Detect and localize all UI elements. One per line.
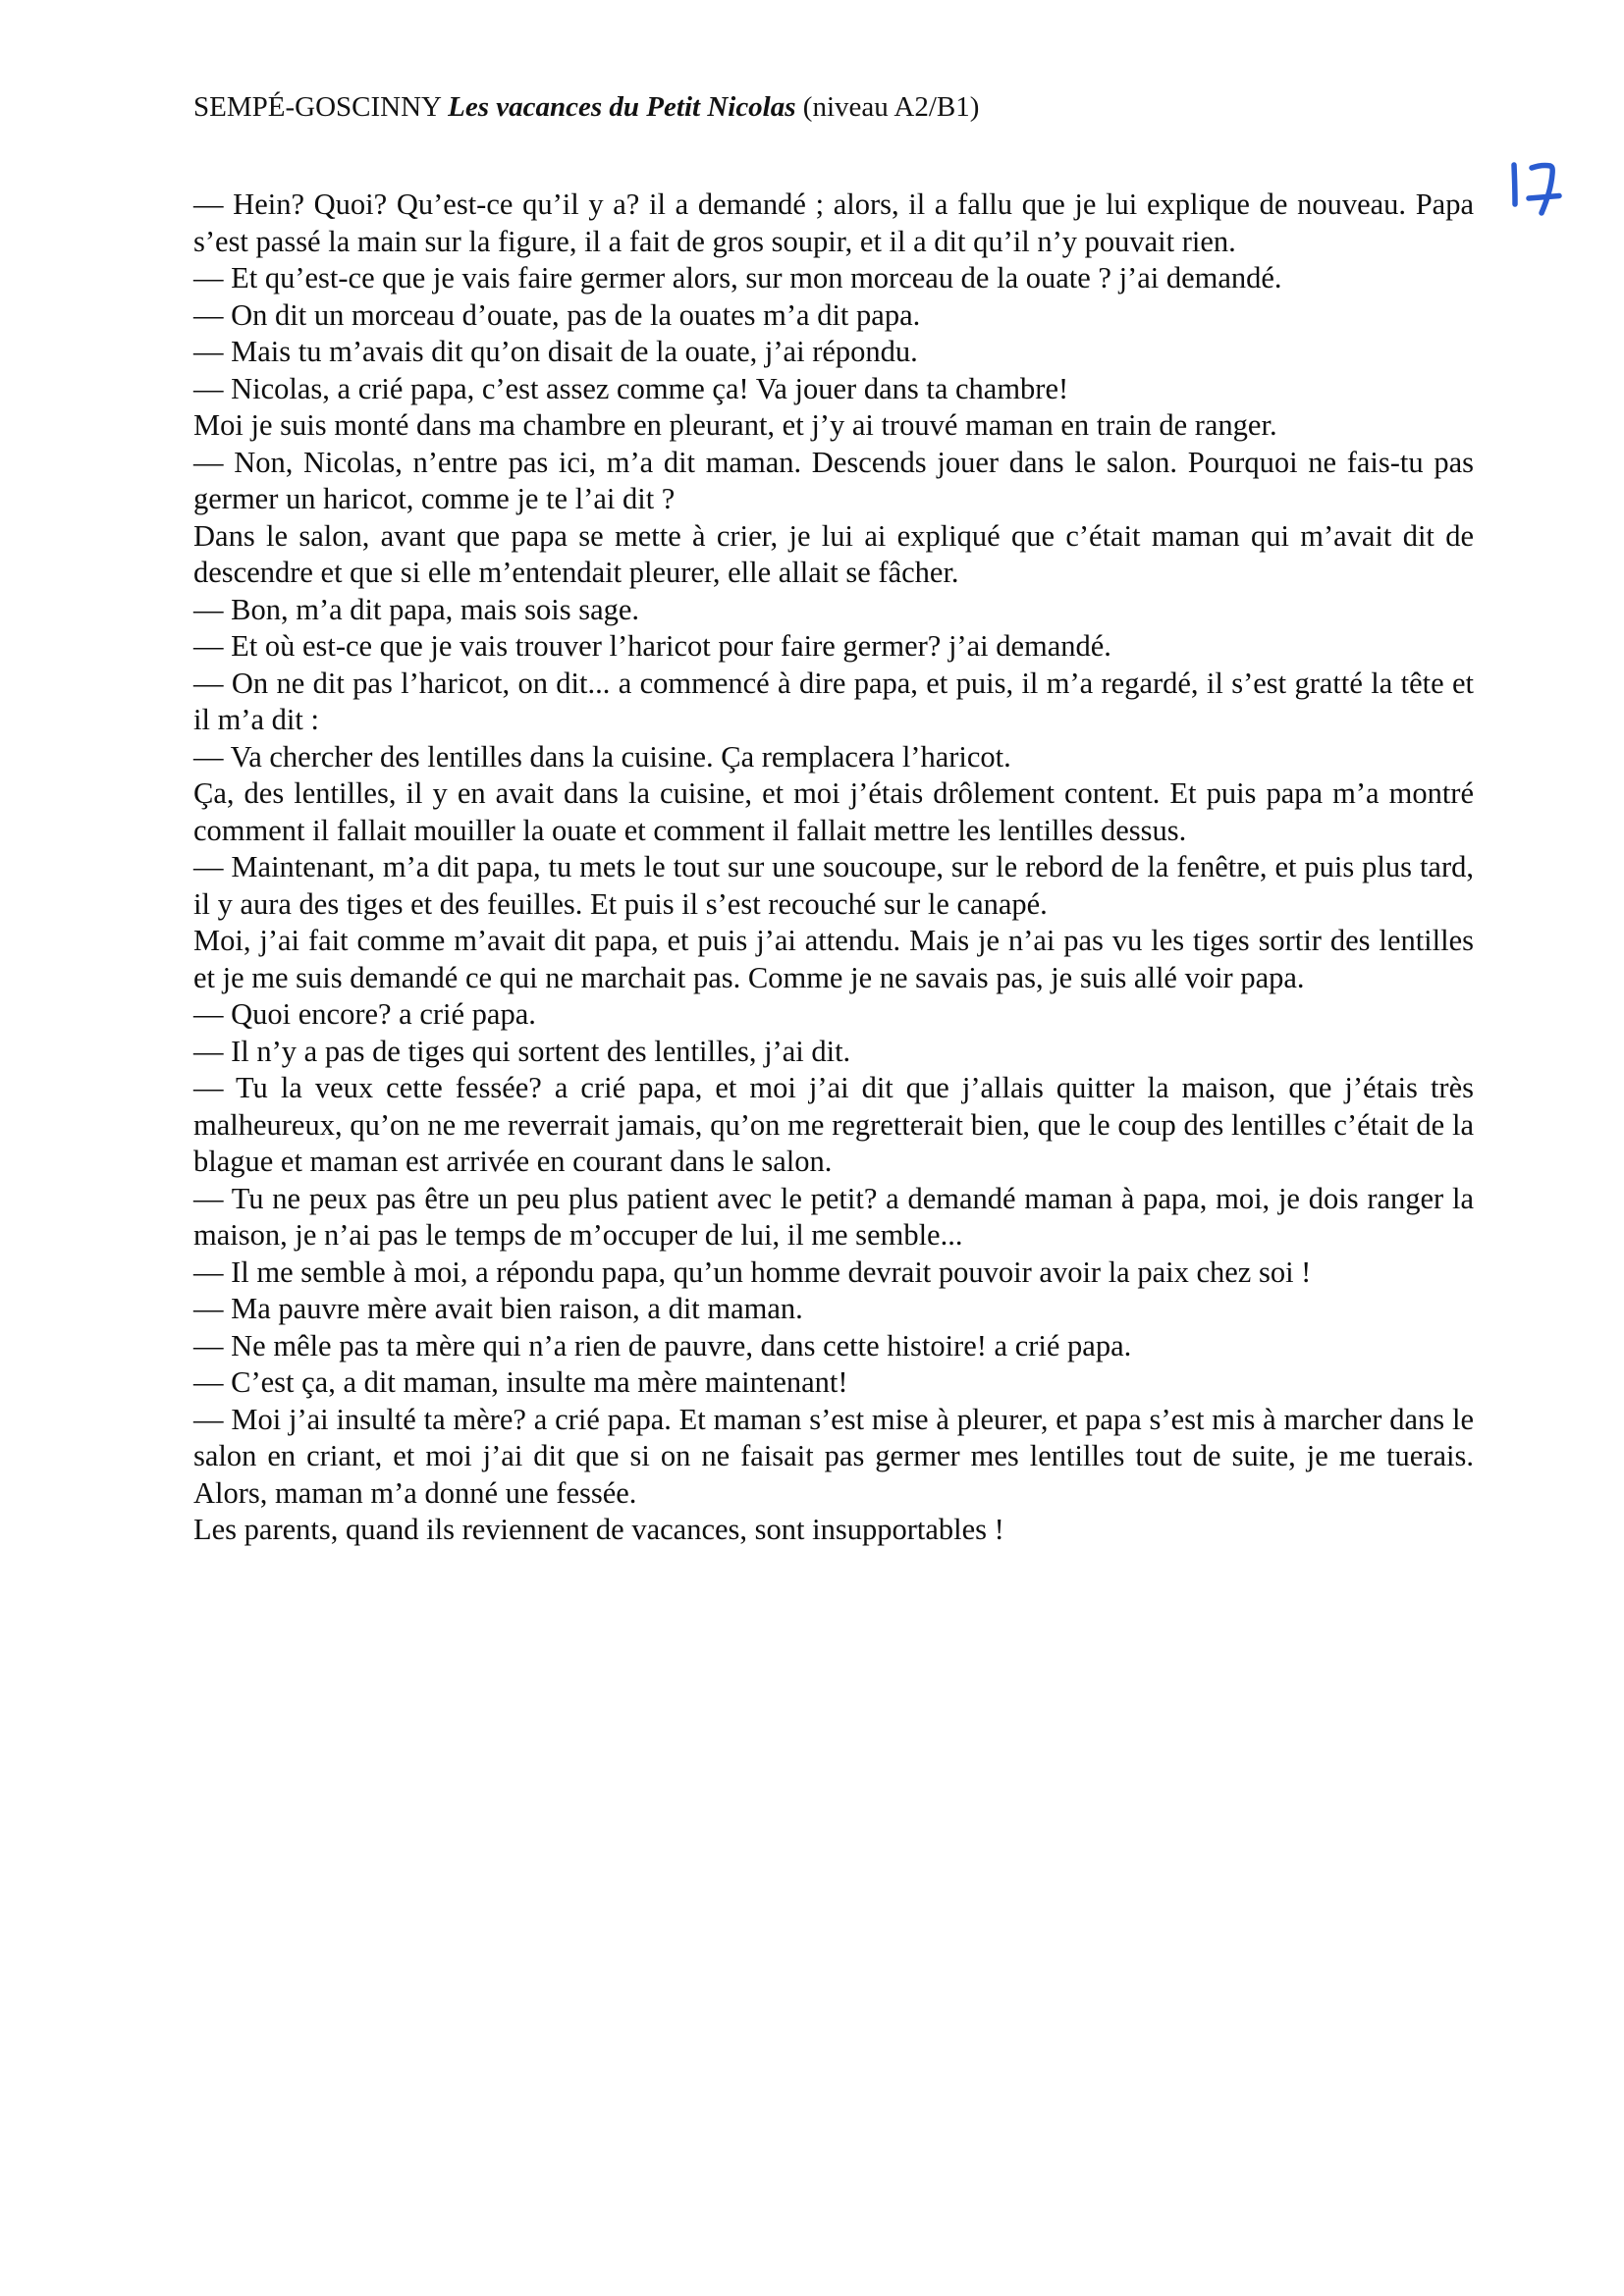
paragraph: — Et où est-ce que je vais trouver l’haricot pour faire germer? j’ai demandé. xyxy=(193,629,1111,663)
handwritten-page-number xyxy=(1504,155,1569,224)
paragraph: — Mais tu m’avais dit qu’on disait de la ouate, j’ai répondu. xyxy=(193,335,918,368)
paragraph: — Tu la veux cette fessée? a crié papa, et moi j’ai dit que j’allais quitter la maison, que j’étais très malheureux, qu’on ne me reverrait jamais, qu’on me regretterait bien, que le coup des lentilles c’était de la blague et maman est arrivée en courant dans le salon. xyxy=(193,1071,1474,1178)
paragraph: Moi je suis monté dans ma chambre en pleurant, et j’y ai trouvé maman en train de ranger. xyxy=(193,408,1277,442)
digit-1-stroke xyxy=(1514,165,1515,204)
paragraph: — Bon, m’a dit papa, mais sois sage. xyxy=(193,592,640,626)
paragraph: — Il me semble à moi, a répondu papa, qu’un homme devrait pouvoir avoir la paix chez soi ! xyxy=(193,1255,1312,1289)
digit-7-crossbar-stroke xyxy=(1529,196,1559,199)
paragraph: — Hein? Quoi? Qu’est-ce qu’il y a? il a demandé ; alors, il a fallu que je lui explique de nouveau. Papa s’est passé la main sur la figure, il a fait de gros soupir, et il a dit qu’il n’y pouvait rien. xyxy=(193,187,1474,258)
header-book-title: Les vacances du Petit Nicolas xyxy=(448,91,796,123)
paragraph: — Il n’y a pas de tiges qui sortent des lentilles, j’ai dit. xyxy=(193,1034,851,1068)
page-header xyxy=(193,90,979,124)
paragraph: — On ne dit pas l’haricot, on dit... a commencé à dire papa, et puis, il m’a regardé, il s’est gratté la tête et il m’a dit : xyxy=(193,666,1474,736)
paragraph: Dans le salon, avant que papa se mette à crier, je lui ai expliqué que c’était maman qui m’avait dit de descendre et que si elle m’entendait pleurer, elle allait se fâcher. xyxy=(193,518,1474,589)
paragraph: — Ma pauvre mère avait bien raison, a dit maman. xyxy=(193,1292,803,1325)
paragraph: — Non, Nicolas, n’entre pas ici, m’a dit maman. Descends jouer dans le salon. Pourquoi ne fais-tu pas germer un haricot, comme je te l’ai dit ? xyxy=(193,445,1474,515)
header-author: SEMPÉ-GOSCINNY xyxy=(193,91,441,123)
paragraph: — Moi j’ai insulté ta mère? a crié papa. Et maman s’est mise à pleurer, et papa s’est mis à marcher dans le salon en criant, et moi j’ai dit que si on ne faisait pas germer mes lentilles tout de suite, je me tuerais. Alors, maman m’a donné une fessée. xyxy=(193,1402,1474,1510)
paragraph: — Va chercher des lentilles dans la cuisine. Ça remplacera l’haricot. xyxy=(193,739,1011,774)
paragraph: Les parents, quand ils reviennent de vacances, sont insupportables ! xyxy=(193,1513,1004,1546)
digit-7-top-stroke xyxy=(1532,166,1552,213)
paragraph: — Nicolas, a crié papa, c’est assez comme ça! Va jouer dans ta chambre! xyxy=(193,371,1069,405)
paragraph: — Ne mêle pas ta mère qui n’a rien de pauvre, dans cette histoire! a crié papa. xyxy=(193,1328,1132,1362)
paragraph: — Quoi encore? a crié papa. xyxy=(193,997,536,1031)
paragraph: — C’est ça, a dit maman, insulte ma mère maintenant! xyxy=(193,1365,848,1399)
paragraph: — On dit un morceau d’ouate, pas de la ouates m’a dit papa. xyxy=(193,297,921,332)
header-level-note: (niveau A2/B1) xyxy=(802,91,980,123)
handwritten-ink-icon xyxy=(1504,155,1569,224)
text-body xyxy=(193,187,1474,1549)
paragraph: — Tu ne peux pas être un peu plus patient avec le petit? a demandé maman à papa, moi, je dois ranger la maison, je n’ai pas le temps de m’occuper de lui, il me semble... xyxy=(193,1181,1474,1252)
paragraph: — Et qu’est-ce que je vais faire germer alors, sur mon morceau de la ouate ? j’ai demandé. xyxy=(193,261,1282,294)
paragraph: Moi, j’ai fait comme m’avait dit papa, et puis j’ai attendu. Mais je n’ai pas vu les tiges sortir des lentilles et je me suis demandé ce qui ne marchait pas. Comme je ne savais pas, je suis allé voir papa. xyxy=(193,924,1474,994)
paragraph: — Maintenant, m’a dit papa, tu mets le tout sur une soucoupe, sur le rebord de la fenêtre, et puis plus tard, il y aura des tiges et des feuilles. Et puis il s’est recouché sur le canapé. xyxy=(193,850,1474,921)
paragraph: Ça, des lentilles, il y en avait dans la cuisine, et moi j’étais drôlement content. Et puis papa m’a montré comment il fallait mouiller la ouate et comment il fallait mettre les lentilles dessus. xyxy=(193,776,1474,847)
